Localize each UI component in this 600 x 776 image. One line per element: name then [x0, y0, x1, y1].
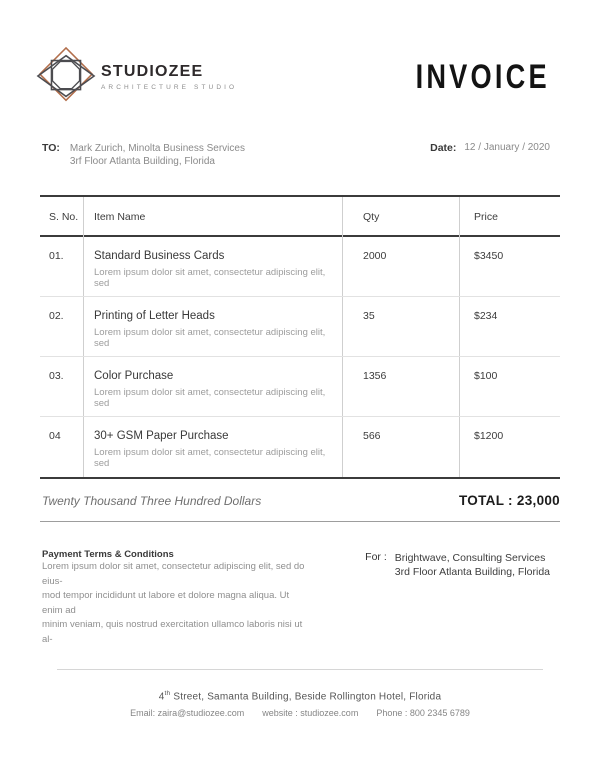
row-price: $1200: [459, 417, 560, 477]
footer-email: Email: zaira@studiozee.com: [130, 708, 245, 719]
brand-tagline: ARCHITECTURE STUDIO: [101, 84, 238, 91]
summary-row: [42, 493, 560, 508]
table-row: [40, 237, 560, 297]
footer-divider: [57, 669, 543, 670]
row-item: [83, 357, 342, 416]
for-line1: Brightwave, Consulting Services: [394, 552, 546, 564]
terms-row: [42, 549, 550, 647]
header-item-name: Item Name: [83, 197, 342, 237]
for-block: [365, 551, 550, 647]
row-price: $100: [459, 357, 560, 416]
row-price: $3450: [459, 237, 560, 296]
date-value: 12 / January / 2020: [464, 142, 550, 153]
table-header-row: [40, 197, 560, 237]
item-description: Lorem ipsum dolor sit amet, consectetur adipiscing elit, sed: [94, 327, 326, 349]
brand-text: [101, 63, 237, 91]
footer-address-num: 4: [158, 691, 165, 703]
brand-name: STUDIOZEE: [101, 63, 204, 80]
for-company: [395, 551, 550, 647]
row-price: $234: [459, 297, 560, 356]
row-qty: 35: [342, 297, 459, 356]
bill-to-line2: 3rf Floor Atlanta Building, Florida: [69, 156, 215, 167]
row-sno: 01.: [49, 250, 64, 262]
item-title: 30+ GSM Paper Purchase: [94, 430, 229, 442]
footer-address-ordinal: th: [164, 690, 171, 697]
date-block: [430, 142, 550, 168]
row-item: [83, 297, 342, 356]
footer-phone: Phone : 800 2345 6789: [376, 708, 470, 719]
table-row: [40, 417, 560, 477]
row-item: [83, 417, 342, 477]
footer: [0, 669, 600, 718]
bill-to-address: [70, 142, 245, 168]
payment-terms: [42, 549, 310, 647]
items-table: [40, 195, 560, 479]
for-line2: 3rd Floor Atlanta Building, Florida: [394, 566, 550, 578]
row-qty: 566: [342, 417, 459, 477]
header-sno: S. No.: [49, 211, 79, 223]
page-title: INVOICE: [415, 57, 550, 96]
item-description: Lorem ipsum dolor sit amet, consectetur adipiscing elit, sed: [94, 387, 326, 409]
payment-terms-text: mod tempor incididunt ut labore et dolore magna aliqua. Ut enim ad: [42, 590, 290, 616]
row-sno: 04: [49, 430, 61, 442]
row-qty: 2000: [342, 237, 459, 296]
bill-to-label: TO:: [42, 142, 60, 154]
row-sno: 03.: [49, 370, 64, 382]
footer-website: website : studiozee.com: [262, 708, 359, 719]
row-qty: 1356: [342, 357, 459, 416]
studiozee-logo-icon: [35, 46, 97, 108]
payment-terms-heading: Payment Terms & Conditions: [42, 549, 174, 560]
footer-address: [0, 690, 600, 702]
item-description: Lorem ipsum dolor sit amet, consectetur adipiscing elit, sed: [94, 447, 326, 469]
bill-to-line1: Mark Zurich, Minolta Business Services: [69, 143, 245, 154]
table-row: [40, 297, 560, 357]
footer-address-rest: Street, Samanta Building, Beside Rollington Hotel, Florida: [170, 691, 442, 703]
amount-in-words: Twenty Thousand Three Hundred Dollars: [42, 493, 262, 508]
payment-terms-text: Lorem ipsum dolor sit amet, consectetur adipiscing elit, sed do eius-: [42, 561, 305, 587]
item-title: Standard Business Cards: [94, 250, 225, 262]
summary-divider: [40, 521, 560, 522]
header-price: Price: [459, 197, 560, 237]
item-description: Lorem ipsum dolor sit amet, consectetur adipiscing elit, sed: [94, 267, 326, 289]
row-sno: 02.: [49, 310, 64, 322]
bill-to-block: [42, 142, 245, 168]
date-label: Date:: [430, 142, 457, 154]
row-item: [83, 237, 342, 296]
total-amount: TOTAL : 23,000: [459, 493, 560, 508]
item-title: Printing of Letter Heads: [94, 310, 215, 322]
payment-terms-text: minim veniam, quis nostrud exercitation ullamco laboris nisi ut al-: [42, 619, 303, 645]
header: [35, 46, 550, 108]
meta-row: [42, 142, 550, 168]
item-title: Color Purchase: [94, 370, 174, 382]
for-label: For :: [365, 551, 387, 563]
table-row: [40, 357, 560, 417]
header-qty: Qty: [342, 197, 459, 237]
footer-contacts: [0, 708, 600, 718]
brand: [35, 46, 237, 108]
